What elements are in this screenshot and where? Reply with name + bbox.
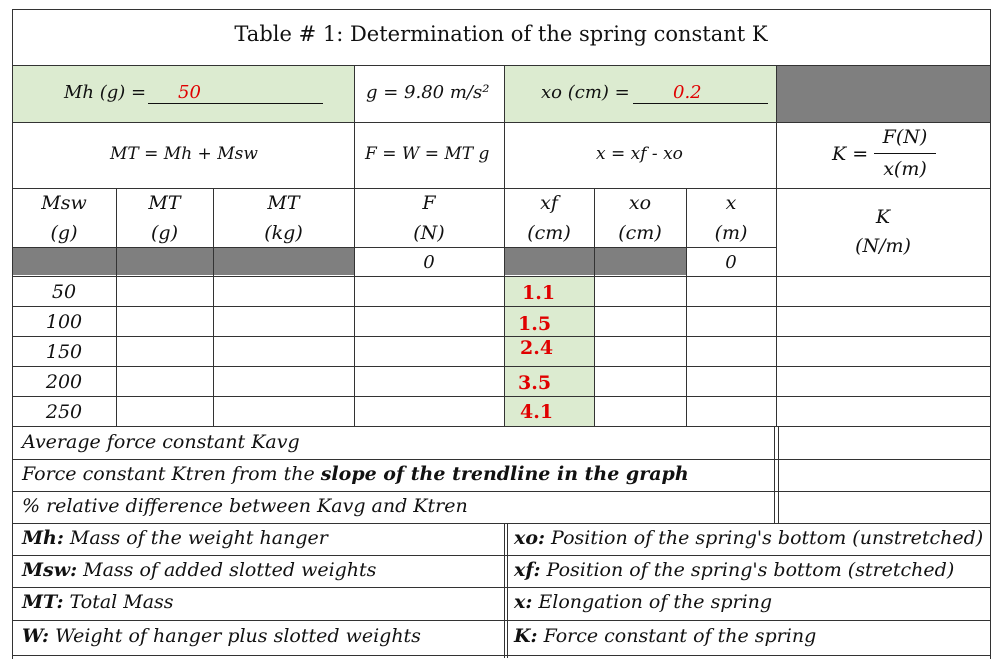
legend-k-key: K: bbox=[514, 625, 538, 647]
summary-average-k: Average force constant Kavg bbox=[22, 431, 300, 453]
col-x-unit: (m) bbox=[714, 222, 748, 244]
mt-formula: MT = Mh + Msw bbox=[110, 144, 258, 164]
legend-xo-key: xo: bbox=[514, 527, 546, 549]
legend-xo bbox=[514, 527, 983, 549]
col-xo-name: xo bbox=[628, 192, 652, 214]
legend-mh-text: Mass of the weight hanger bbox=[63, 527, 328, 549]
table-title: Table # 1: Determination of the spring constant K bbox=[234, 22, 768, 46]
legend-w-text: Weight of hanger plus slotted weights bbox=[49, 625, 421, 647]
col-k-unit: (N/m) bbox=[855, 235, 911, 257]
shaded-zero-row-left bbox=[12, 247, 354, 275]
xo-label: xo (cm) = bbox=[541, 82, 630, 103]
legend-k bbox=[514, 625, 816, 647]
table-row-xf: 4.1 bbox=[520, 401, 554, 423]
col-xf-unit: (cm) bbox=[527, 222, 571, 244]
legend-msw-key: Msw: bbox=[22, 559, 78, 581]
col-k-name: K bbox=[875, 206, 891, 228]
legend-mt-text: Total Mass bbox=[63, 591, 174, 613]
col-x-name: x bbox=[725, 192, 737, 214]
summary-relative-difference: % relative difference between Kavg and Ktren bbox=[22, 495, 468, 517]
table-row-msw: 50 bbox=[51, 281, 77, 303]
table-row-xf: 1.5 bbox=[518, 313, 552, 335]
legend-mh bbox=[22, 527, 328, 549]
legend-w bbox=[22, 625, 421, 647]
xo-value[interactable]: 0.2 bbox=[633, 82, 768, 104]
legend-msw-text: Mass of added slotted weights bbox=[77, 559, 377, 581]
mh-value[interactable]: 50 bbox=[148, 82, 323, 104]
shaded-zero-row-xf bbox=[504, 247, 686, 275]
zero-row-x: 0 bbox=[725, 252, 737, 273]
legend-xf bbox=[514, 559, 954, 581]
summary-trendline-text: Force constant Ktren from the bbox=[22, 463, 321, 485]
mh-label: Mh (g) = bbox=[64, 82, 147, 103]
k-formula-prefix: K = bbox=[832, 143, 869, 165]
k-fraction-bar bbox=[874, 153, 936, 154]
col-mt-g-name: MT bbox=[148, 192, 181, 214]
table-row-msw: 200 bbox=[45, 371, 83, 393]
col-msw-unit: (g) bbox=[50, 222, 78, 244]
legend-xo-text: Position of the spring's bottom (unstretched) bbox=[545, 527, 984, 549]
legend-k-text: Force constant of the spring bbox=[537, 625, 817, 647]
shaded-cell-k-header bbox=[776, 66, 991, 122]
legend-mh-key: Mh: bbox=[22, 527, 64, 549]
col-msw-name: Msw bbox=[41, 192, 87, 214]
legend-xf-text: Position of the spring's bottom (stretched) bbox=[540, 559, 955, 581]
legend-x-text: Elongation of the spring bbox=[532, 591, 773, 613]
col-xf-name: xf bbox=[540, 192, 558, 214]
k-formula-denominator: x(m) bbox=[883, 158, 927, 180]
k-formula-numerator: F(N) bbox=[882, 126, 928, 148]
table-row-msw: 100 bbox=[45, 311, 83, 333]
legend-x-key: x: bbox=[514, 591, 533, 613]
x-formula: x = xf - xo bbox=[596, 144, 683, 164]
col-f-unit: (N) bbox=[413, 222, 445, 244]
legend-mt bbox=[22, 591, 174, 613]
col-mt-g-unit: (g) bbox=[151, 222, 178, 244]
col-f-name: F bbox=[422, 192, 436, 214]
zero-row-f: 0 bbox=[423, 252, 435, 273]
g-value: g = 9.80 m/s² bbox=[366, 82, 490, 103]
table-row-xf: 3.5 bbox=[518, 372, 552, 394]
table-row-msw: 150 bbox=[45, 341, 83, 363]
f-formula: F = W = MT g bbox=[365, 144, 490, 164]
table-row-xf: 1.1 bbox=[522, 282, 556, 304]
legend-w-key: W: bbox=[22, 625, 50, 647]
col-mt-kg-name: MT bbox=[267, 192, 300, 214]
legend-msw bbox=[22, 559, 376, 581]
table-row-xf: 2.4 bbox=[520, 337, 554, 359]
col-xo-unit: (cm) bbox=[618, 222, 662, 244]
legend-xf-key: xf: bbox=[514, 559, 541, 581]
summary-trendline-bold: slope of the trendline in the graph bbox=[320, 463, 689, 485]
col-mt-kg-unit: (kg) bbox=[264, 222, 303, 244]
legend-x bbox=[514, 591, 772, 613]
summary-trendline-k bbox=[22, 463, 689, 485]
table-row-msw: 250 bbox=[45, 401, 83, 423]
legend-mt-key: MT: bbox=[22, 591, 64, 613]
